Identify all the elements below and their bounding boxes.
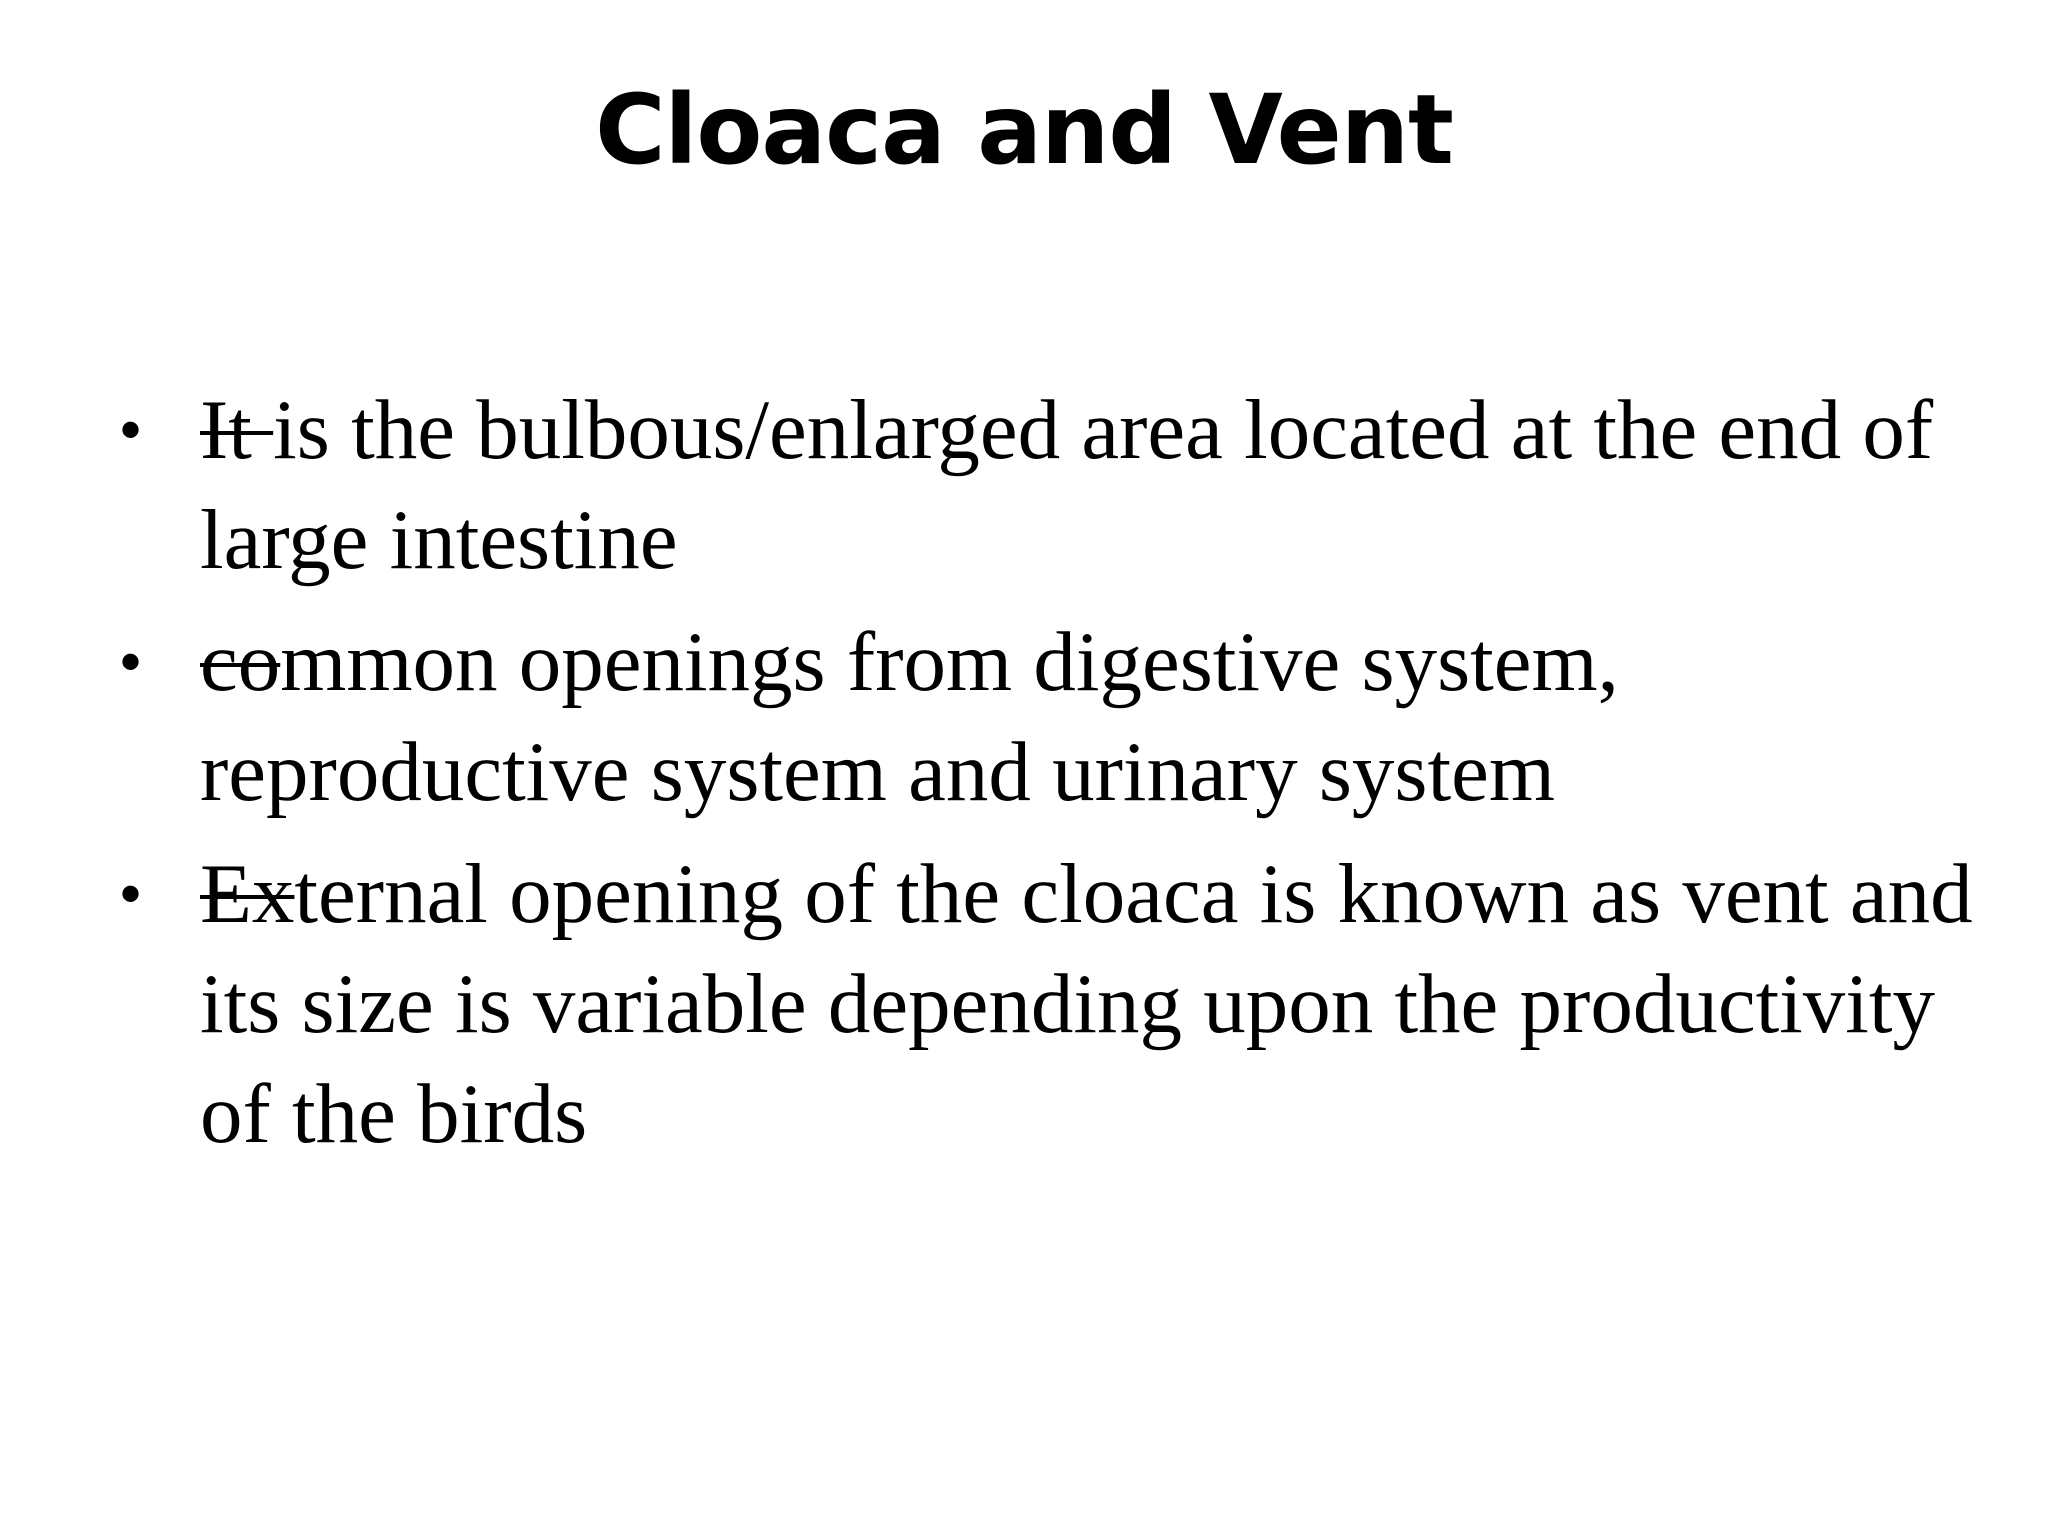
bullet-text: is the bulbous/enlarged area located at the end of large intestine [200, 383, 1934, 587]
bullet-icon: • [120, 396, 142, 463]
struck-text: It [200, 383, 274, 477]
bullet-item [120, 839, 2000, 1169]
bullet-text: mmon openings from digestive system, reproductive system and urinary system [200, 615, 1619, 819]
bullet-text: ternal opening of the cloaca is known as vent and its size is variable depending upon the productivity of the birds [200, 847, 1973, 1161]
slide-title: Cloaca and Vent [595, 74, 1453, 186]
struck-text: Ex [200, 847, 295, 941]
bullet-icon: • [120, 628, 142, 695]
bullet-item [120, 607, 2000, 827]
bullet-item [120, 375, 2000, 595]
struck-text: co [200, 615, 281, 709]
bullet-icon: • [120, 860, 142, 927]
bullet-list [120, 375, 2000, 1181]
